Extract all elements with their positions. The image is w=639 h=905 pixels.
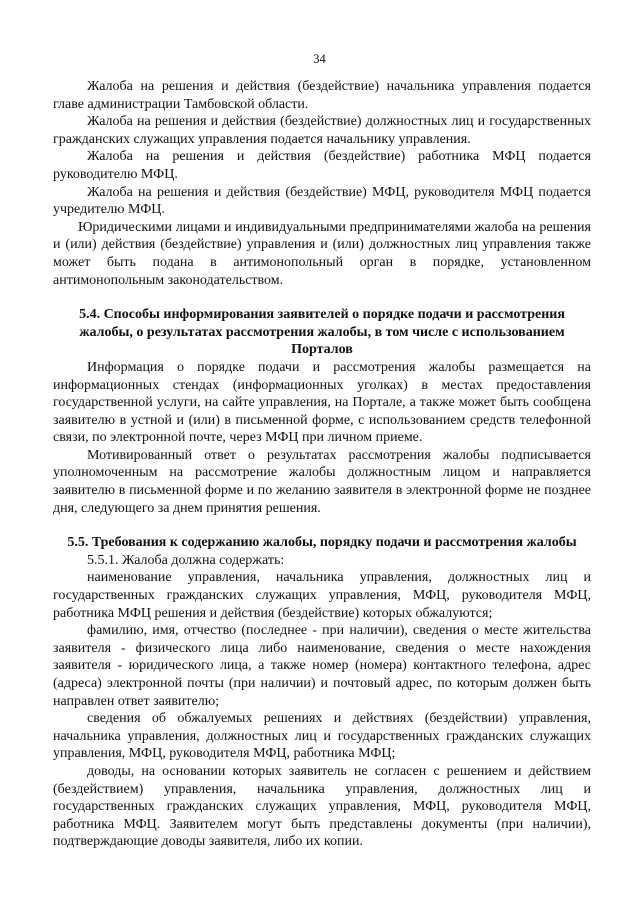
paragraph: Мотивированный ответ о результатах рассмотрения жалобы подписывается уполномоченным на рассмотрение жалобы должностным лицом и направляется заявителю в письменной форме и по желанию заявителя в электронной форме не позднее дня, следующего за днем принятия решения. — [53, 447, 591, 516]
document-body — [53, 78, 591, 851]
paragraph: фамилию, имя, отчество (последнее - при наличии), сведения о месте жительства заявителя - физического лица либо наименование, сведения о месте нахождения заявителя - юридического лица, а также номер (номера) контактного телефона, адрес (адреса) электронной почты (при наличии) и почтовый адрес, по которым должен быть направлен ответ заявителю; — [53, 623, 591, 709]
paragraph: Жалоба на решения и действия (бездействие) начальника управления подается главе администрации Тамбовской области. — [53, 79, 591, 112]
paragraph: сведения об обжалуемых решениях и действиях (бездействии) управления, начальника управления, должностных лиц и государственных гражданских служащих управления, МФЦ, руководителя МФЦ, работника МФЦ; — [53, 711, 591, 762]
paragraph: Жалоба на решения и действия (бездействие) МФЦ, руководителя МФЦ подается учредителю МФЦ. — [53, 184, 591, 218]
spacer — [53, 289, 591, 306]
paragraph: Информация о порядке подачи и рассмотрения жалобы размещается на информационных стендах (информационных уголках) в местах предоставления государственной услуги, на сайте управления, на Портале, а также может быть сообщена заявителю в устной и (или) в письменной форме, с использованием средств телефонной связи, по электронной почте, через МФЦ при личном приеме. — [53, 359, 591, 446]
page-number: 34 — [313, 52, 326, 66]
paragraph: 5.5.1. Жалоба должна содержать: — [87, 552, 285, 568]
paragraph: Жалоба на решения и действия (бездействие) работника МФЦ подается руководителю МФЦ. — [53, 149, 591, 182]
paragraph: Юридическими лицами и индивидуальными предпринимателями жалоба на решения и (или) действия (бездействие) управления и (или) должностных лиц управления также может быть подана в антимонопольный орган в порядке, установленном антимонопольным законодательством. — [53, 219, 591, 288]
section-heading-5-5: 5.5. Требования к содержанию жалобы, порядку подачи и рассмотрения жалобы — [67, 535, 577, 551]
paragraph: Жалоба на решения и действия (бездействие) должностных лиц и государственных гражданских служащих управления подается начальнику управления. — [53, 114, 591, 147]
section-heading-5-4: 5.4. Способы информирования заявителей о порядке подачи и рассмотрения жалобы, о результатах рассмотрения жалобы, в том числе с использованием Порталов — [79, 307, 565, 358]
spacer — [53, 517, 591, 534]
paragraph: наименование управления, начальника управления, должностных лиц и государственных гражданских служащих управления, МФЦ, руководителя МФЦ, работника МФЦ решения и действия (бездействие) которых обжалуются; — [53, 570, 591, 621]
paragraph: доводы, на основании которых заявитель не согласен с решением и действием (бездействием) управления, начальника управления, должностных лиц и государственных гражданских служащих управления, МФЦ, руководителя МФЦ, работника МФЦ. Заявителем могут быть представлены документы (при наличии), подтверждающие доводы заявителя, либо их копии. — [53, 763, 591, 850]
